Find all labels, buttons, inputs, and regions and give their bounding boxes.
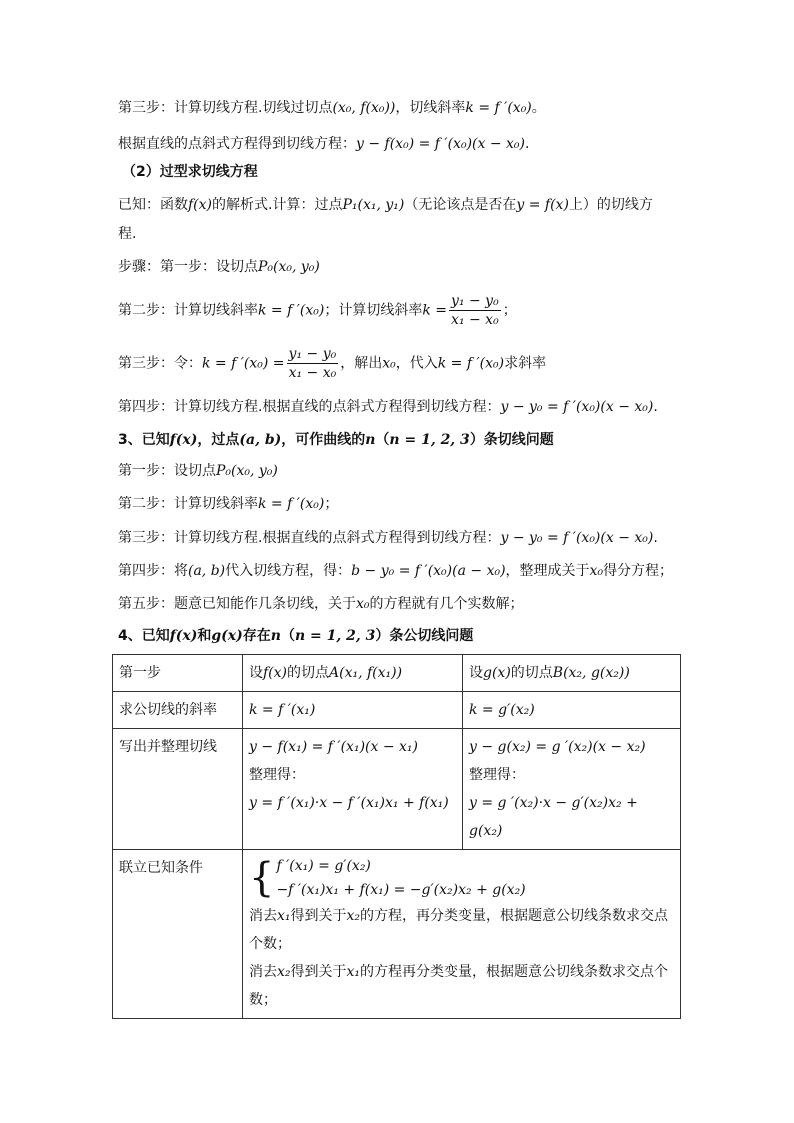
table-row [113, 729, 681, 850]
slope-fraction-2: $\frac{\text{y₁ − y₀}}{\text{x₁ − x₀}}$ [288, 346, 337, 381]
table-row [113, 655, 681, 692]
given-line: 已知：函数f(x)的解析式.计算：过点P₁(x₁, y₁)（无论该点是否在y = f(x)上）的切线方 [118, 197, 653, 213]
table-cell: k = g′(x₂) [463, 692, 681, 729]
n-tangent-step-2: 第二步：计算切线斜率k = f ′(x₀)； [118, 496, 339, 512]
table-row [113, 850, 681, 1019]
eliminate-x1-text: 消去x₁得到关于x₂的方程，再分类变量，根据题意公切线条数求交点 [249, 908, 669, 924]
slope-fraction: $\frac{\text{y₁ − y₀}}{\text{x₁ − x₀}}$ [451, 293, 499, 328]
section-heading-4: 4、已知f(x)和g(x)存在n（n = 1, 2, 3）条公切线问题 [118, 628, 474, 644]
equation-system: { f ′(x₁) = g′(x₂) −f ′(x₁)x₁ + f(x₁) = −g′(x₂)x₂ + g(x₂) [249, 855, 526, 901]
common-tangent-table [112, 654, 681, 1019]
table-cell: 设f(x)的切点A(x₁, f(x₁)) [243, 655, 463, 692]
n-tangent-step-1: 第一步：设切点P₀(x₀, y₀) [118, 463, 278, 479]
row-label: 第一步 [113, 655, 243, 692]
point-slope-line: 根据直线的点斜式方程得到切线方程：y − f(x₀) = f ′(x₀)(x − x₀). [118, 136, 530, 152]
given-line-cont: 程. [118, 226, 137, 242]
n-tangent-step-3: 第三步：计算切线方程.根据直线的点斜式方程得到切线方程：y − y₀ = f ′(x₀)(x − x₀). [118, 530, 658, 546]
steps-line-1: 步骤：第一步：设切点P₀(x₀, y₀) [118, 259, 320, 275]
row-label: 求公切线的斜率 [113, 692, 243, 729]
table-cell: y − g(x₂) = g ′(x₂)(x − x₂) 整理得： y = g ′(x₂)·x − g′(x₂)x₂ + g(x₂) [463, 729, 681, 850]
table-cell: 设g(x)的切点B(x₂, g(x₂)) [463, 655, 681, 692]
row-label: 联立已知条件 [113, 850, 243, 1019]
row-label: 写出并整理切线 [113, 729, 243, 850]
step3-tangent-point-line: 第三步：计算切线方程.切线过切点(x₀, f(x₀))，切线斜率k = f ′(x₀)。 [118, 100, 546, 116]
table-row [113, 692, 681, 729]
steps-line-4: 第四步：计算切线方程.根据直线的点斜式方程得到切线方程：y − y₀ = f ′(x₀)(x − x₀). [118, 399, 658, 415]
n-tangent-step-4: 第四步：将(a, b)代入切线方程，得：b − y₀ = f ′(x₀)(a − x₀)，整理成关于x₀得分方程； [118, 563, 674, 579]
table-cell: k = f ′(x₁) [243, 692, 463, 729]
left-brace: { [249, 855, 275, 901]
section-heading-3: 3、已知f(x)，过点(a, b)，可作曲线的n（n = 1, 2, 3）条切线问题 [118, 432, 554, 448]
table-cell: { f ′(x₁) = g′(x₂) −f ′(x₁)x₁ + f(x₁) = −g′(x₂)x₂ + g(x₂) 消去x₁得到关于x₂的方程，再分类变量，根据题意公切线条数求交点 个数； 消去x₂得到关于x₁的方程再分类变量，根据题意公切线条数求交点个 数； [243, 850, 681, 1019]
n-tangent-step-5: 第五步：题意已知能作几条切线，关于x₀的方程就有几个实数解； [118, 596, 524, 612]
eliminate-x2-text: 消去x₂得到关于x₁的方程再分类变量，根据题意公切线条数求交点个 [249, 964, 669, 980]
steps-line-2: 第二步：计算切线斜率k = f ′(x₀)；计算切线斜率k = $\frac{\text{y₁ − y₀}}{\text{x₁ − x₀}}$ ； [118, 293, 517, 328]
section-heading-2: （2）过型求切线方程 [122, 164, 258, 180]
steps-line-3: 第三步：令：k = f ′(x₀) = $\frac{\text{y₁ − y₀}}{\text{x₁ − x₀}}$ ，解出x₀，代入k = f ′(x₀)求斜率 [118, 346, 547, 381]
table-cell: y − f(x₁) = f ′(x₁)(x − x₁) 整理得： y = f ′(x₁)·x − f ′(x₁)x₁ + f(x₁) [243, 729, 463, 850]
